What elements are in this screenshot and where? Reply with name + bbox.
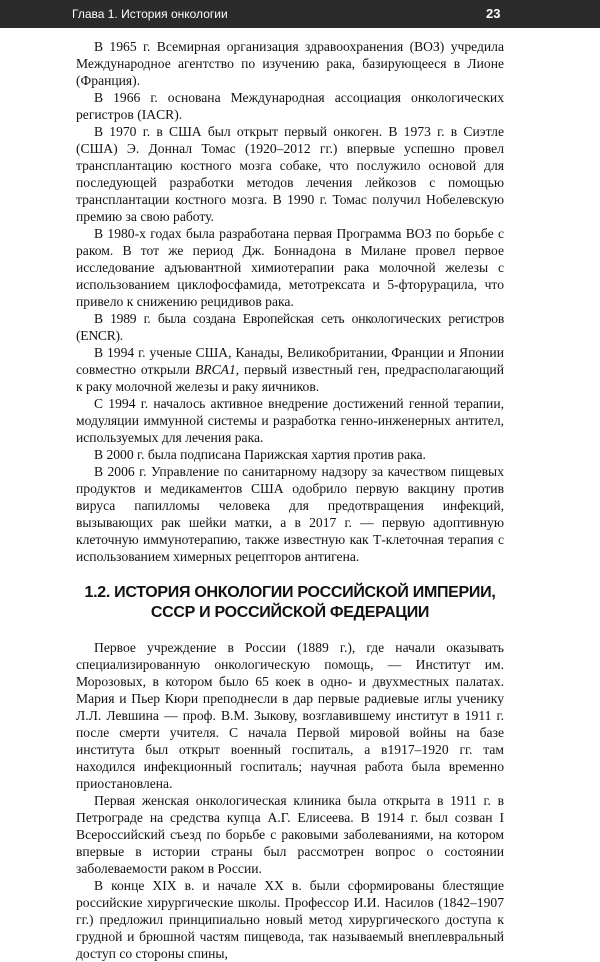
paragraph-fda-2006: В 2006 г. Управление по санитарному надзору за качеством пищевых продуктов и медикаментов США одобрило первую вакцину против вируса папилломы человека для предотвращения инфекций, вызывающих рак шейки матки, а в 2017 г. — первую адоптивную клеточную иммунотерапию, также известную как Т-клеточная терапия с использованием химерных рецепторов антигена. xyxy=(76,464,504,564)
paragraph-who-1965: В 1965 г. Всемирная организация здравоохранения (ВОЗ) учредила Международное агентство по изучению рака, базирующееся в Лионе (Франция). xyxy=(76,39,504,88)
paragraph-encr-1989: В 1989 г. была создана Европейская сеть онкологических регистров (ENCR). xyxy=(76,311,504,343)
paragraph-iacr-1966: В 1966 г. основана Международная ассоциация онкологических регистров (IACR). xyxy=(76,90,504,122)
paragraph-paris-charter-2000: В 2000 г. была подписана Парижская хартия против рака. xyxy=(94,447,426,462)
section-heading-line-2: СССР И РОССИЙСКОЙ ФЕДЕРАЦИИ xyxy=(150,604,430,621)
paragraph-oncogene-1970: В 1970 г. в США был открыт первый онкоген. В 1973 г. в Сиэтле (США) Э. Доннал Томас (1920–2012 гг.) впервые успешно провел трансплантацию костного мозга собаке, что послужило основой для последующей разработки методов лечения лейкозов с помощью трансплантации костного мозга. В 1990 г. Томас получил Нобелевскую премию за свою работу. xyxy=(76,124,504,224)
brca1-text-pre: В 1994 г. ученые США, Канады, Великобритании, Франции и Японии совместно открыли xyxy=(76,345,504,377)
chapter-title: Глава 1. История онкологии xyxy=(72,7,228,21)
page-body xyxy=(76,38,504,962)
paragraph-brca1-1994 xyxy=(76,344,504,395)
section-heading xyxy=(76,583,504,623)
paragraph-who-program-1980s: В 1980-х годах была разработана первая Программа ВОЗ по борьбе с раком. В тот же период Дж. Боннадона в Милане провел первое исследование адъювантной химиотерапии рака молочной железы с использованием циклофосфамида, метотрексата и 5-фторурацила, что привело к снижению рецидивов рака. xyxy=(76,226,504,309)
paragraph-womens-clinic-1911: Первая женская онкологическая клиника была открыта в 1911 г. в Петрограде на средства купца А.Г. Елисеева. В 1914 г. был созван I Всероссийский съезд по борьбе с раковыми заболеваниями, на котором впервые в истории страны был рассмотрен вопрос о состоянии заболеваемости раком в России. xyxy=(76,793,504,876)
paragraph-morozov-institute: Первое учреждение в России (1889 г.), где начали оказывать специализированную онкологическую помощь, — Институт им. Морозовых, в котором было 65 коек в одно- и двухместных палатах. Мария и Пьер Кюри преподнесли в дар первые радиевые иглы ученику Л.Л. Левшина — проф. В.М. Зыкову, возглавившему институт в 1911 г. после смерти учителя. С начала Первой мировой войны на базе института был открыт военный госпиталь, а в1917–1920 гг. там находился инфекционный госпиталь; научная работа была временно приостановлена. xyxy=(76,640,504,791)
brca1-text-post: , первый известный ген, предрасполагающий к раку молочной железы и раку яичников. xyxy=(76,362,504,394)
paragraph-gene-therapy-1994: С 1994 г. началось активное внедрение достижений генной терапии, модуляции иммунной системы и разработка генно-инженерных антител, используемых для лечения рака. xyxy=(76,396,504,445)
brca1-gene-name: BRCA1 xyxy=(194,362,236,377)
page-header xyxy=(0,0,600,28)
page-number: 23 xyxy=(486,6,501,21)
section-heading-line-1: 1.2. ИСТОРИЯ ОНКОЛОГИИ РОССИЙСКОЙ ИМПЕРИИ, xyxy=(84,584,496,601)
paragraph-surgical-schools: В конце XIX в. и начале XX в. были сформированы блестящие российские хирургические школы. Профессор И.И. Насилов (1842–1907 гг.) предложил принципиально новый метод хирургического доступа к грудной и брюшной частям пищевода, так называемый внеплевральный доступ со стороны спины, xyxy=(76,878,504,961)
